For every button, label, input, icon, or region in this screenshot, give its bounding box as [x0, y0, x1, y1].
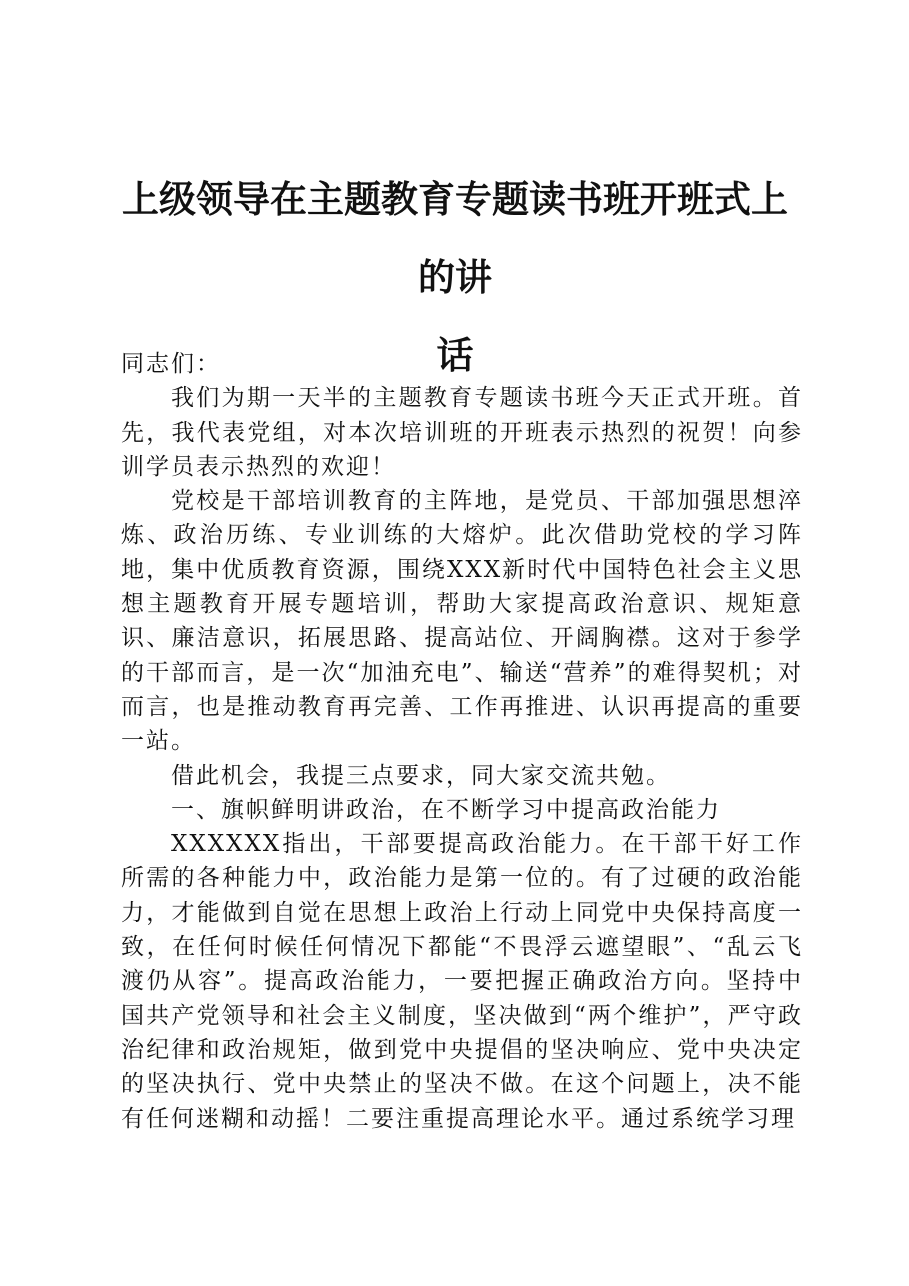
paragraph-requirements-intro: 借此机会，我提三点要求，同大家交流共勉。: [171, 762, 671, 789]
paragraph-party-school: 党校是干部培训教育的主阵地，是党员、干部加强思想淬炼、政治历练、专业训练的大熔炉。此次借助党校的学习阵地，集中优质教育资源，围绕XXX新时代中国特色社会主义思想主题教育开展专题培训，帮助大家提高政治意识、规矩意识、廉洁意识，拓展思路、提高站位、开阔胸襟。这对于参学的干部而言，是一次“加油充电”、输送“营养”的难得契机；对而言，也是推动教育再完善、工作再推进、认识再提高的重要一站。: [121, 488, 803, 755]
paragraph-political-ability: XXXXXX指出，干部要提高政治能力。在干部干好工作所需的各种能力中，政治能力是第一位的。有了过硬的政治能力，才能做到自觉在思想上政治上行动上同党中央保持高度一致，在任何时候任何情况下都能“不畏浮云遮望眼”、“乱云飞渡仍从容”。提高政治能力，一要把握正确政治方向。坚持中国共产党领导和社会主义制度，坚决做到“两个维护”，严守政治纪律和政治规矩，做到党中央提倡的坚决响应、党中央决定的坚决执行、党中央禁止的坚决不做。在这个问题上，决不能有任何迷糊和动摇！二要注重提高理论水平。通过系统学习理: [121, 831, 803, 1132]
document-body: [121, 347, 803, 1136]
section-heading-1: 一、旗帜鲜明讲政治，在不断学习中提高政治能力: [171, 796, 721, 823]
salutation: 同志们：: [121, 351, 221, 377]
paragraph-opening: 我们为期一天半的主题教育专题读书班今天正式开班。首先，我代表党组，对本次培训班的开班表示热烈的祝贺！向参训学员表示热烈的欢迎！: [121, 385, 803, 480]
title-line-2: 话: [436, 333, 474, 377]
title-line-1: 上级领导在主题教育专题读书班开班式上的讲: [122, 177, 788, 299]
